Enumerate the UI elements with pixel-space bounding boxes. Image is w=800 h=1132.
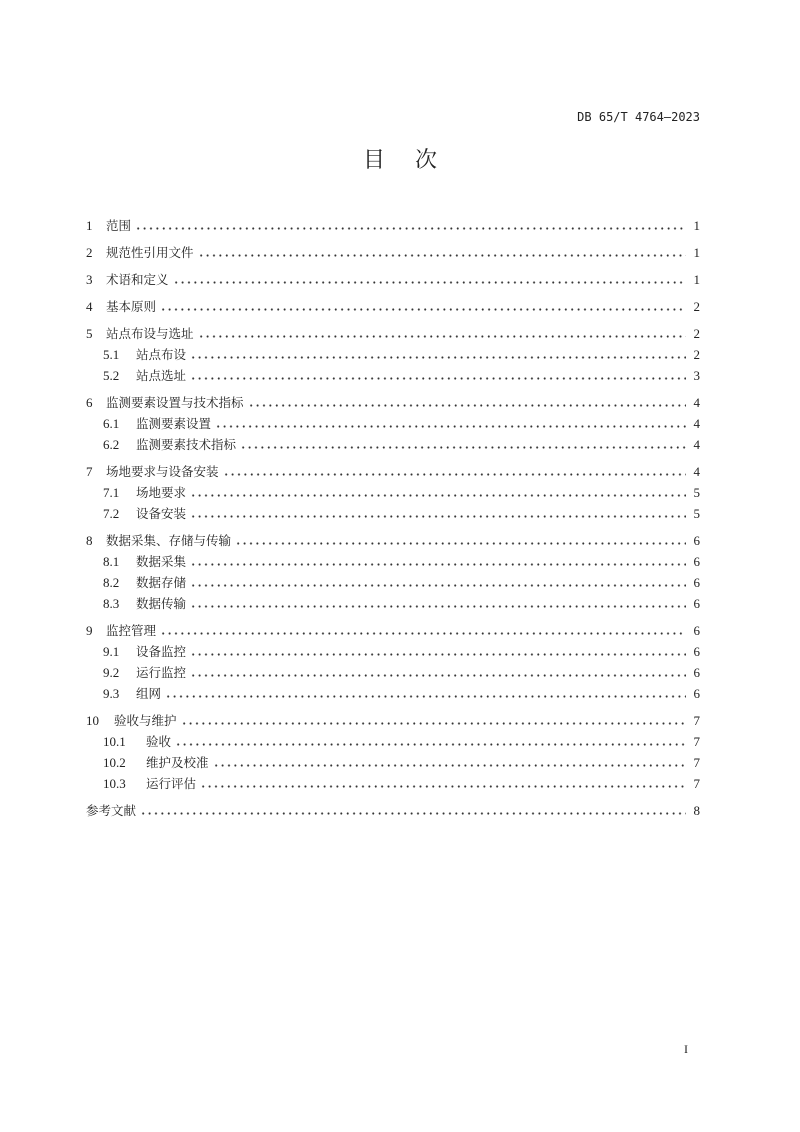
toc-entry-label: 监测要素设置与技术指标 <box>106 395 244 410</box>
toc-entry-label: 运行评估 <box>146 776 197 791</box>
toc-entry[interactable] <box>86 639 700 660</box>
toc-entry-page: 4 <box>693 437 700 452</box>
toc-entry-label: 监测要素设置 <box>136 416 212 431</box>
toc-entry-number: 10.3 <box>103 776 126 791</box>
toc-entry-page: 6 <box>693 596 700 611</box>
toc-entry-number: 5.1 <box>103 347 120 362</box>
toc-entry-label: 设备监控 <box>136 644 187 659</box>
toc-entry-label: 基本原则 <box>106 299 157 314</box>
toc-entry-label: 规范性引用文件 <box>106 245 194 260</box>
dot-leader <box>190 515 686 518</box>
toc-entry-number: 5.2 <box>103 368 120 383</box>
toc-entry-page: 4 <box>693 416 700 431</box>
toc-entry-page: 6 <box>693 554 700 569</box>
toc-entry-page: 6 <box>693 644 700 659</box>
dot-leader <box>135 227 686 230</box>
toc-entry[interactable] <box>86 363 700 384</box>
toc-entry-number: 8.2 <box>103 575 120 590</box>
dot-leader <box>190 563 686 566</box>
toc-entry-page: 3 <box>693 368 700 383</box>
toc-entry[interactable] <box>86 549 700 570</box>
toc-entry-number: 9.3 <box>103 686 120 701</box>
toc-entry-label: 站点布设 <box>136 347 187 362</box>
dot-leader <box>198 254 686 257</box>
toc-entry-page: 8 <box>693 803 700 818</box>
toc-entry-label: 设备安装 <box>136 506 187 521</box>
toc-entry-label: 验收与维护 <box>114 713 177 728</box>
toc-entry-label: 场地要求 <box>136 485 187 500</box>
dot-leader <box>181 722 686 725</box>
toc-entry-label: 运行监控 <box>136 665 187 680</box>
toc-entry-label: 监控管理 <box>106 623 157 638</box>
dot-leader <box>213 764 686 767</box>
toc-entry-number: 10 <box>86 713 99 728</box>
toc-entry[interactable] <box>86 528 700 549</box>
toc-entry-number: 6 <box>86 395 93 410</box>
toc-entry[interactable] <box>86 660 700 681</box>
dot-leader <box>160 632 686 635</box>
dot-leader <box>175 743 686 746</box>
toc-entry[interactable] <box>86 729 700 750</box>
toc-entry-number: 9.2 <box>103 665 120 680</box>
toc-entry[interactable] <box>86 267 700 288</box>
toc-entry[interactable] <box>86 240 700 261</box>
toc-entry-number: 4 <box>86 299 93 314</box>
dot-leader <box>160 308 686 311</box>
toc-entry-label: 场地要求与设备安装 <box>106 464 219 479</box>
toc-entry-page: 6 <box>693 533 700 548</box>
toc-entry-number: 7 <box>86 464 93 479</box>
toc-entry[interactable] <box>86 342 700 363</box>
toc-entry-number: 2 <box>86 245 93 260</box>
dot-leader <box>215 425 686 428</box>
toc-entry-number: 8.3 <box>103 596 120 611</box>
toc-entry-label: 维护及校准 <box>146 755 209 770</box>
table-of-contents <box>86 213 700 819</box>
toc-entry-label: 术语和定义 <box>106 272 169 287</box>
toc-entry-page: 1 <box>693 272 700 287</box>
dot-leader <box>140 812 686 815</box>
dot-leader <box>190 356 686 359</box>
toc-entry-page: 4 <box>693 464 700 479</box>
toc-entry-label: 数据采集、存储与传输 <box>106 533 232 548</box>
toc-entry-page: 2 <box>693 299 700 314</box>
toc-entry-page: 5 <box>693 506 700 521</box>
toc-entry[interactable] <box>86 570 700 591</box>
toc-entry[interactable] <box>86 618 700 639</box>
toc-entry-page: 4 <box>693 395 700 410</box>
toc-entry[interactable] <box>86 321 700 342</box>
toc-entry-number: 8.1 <box>103 554 120 569</box>
toc-entry-page: 1 <box>693 245 700 260</box>
toc-entry-number: 5 <box>86 326 93 341</box>
toc-entry[interactable] <box>86 501 700 522</box>
dot-leader <box>190 584 686 587</box>
toc-entry-page: 7 <box>693 713 700 728</box>
toc-entry[interactable] <box>86 411 700 432</box>
toc-entry-number: 8 <box>86 533 93 548</box>
toc-entry-number: 9.1 <box>103 644 120 659</box>
toc-entry[interactable] <box>86 591 700 612</box>
dot-leader <box>190 653 686 656</box>
toc-entry-label: 组网 <box>136 686 162 701</box>
dot-leader <box>235 542 686 545</box>
dot-leader <box>240 446 686 449</box>
toc-entry-page: 6 <box>693 575 700 590</box>
toc-entry-number: 3 <box>86 272 93 287</box>
toc-entry[interactable] <box>86 294 700 315</box>
toc-entry-page: 6 <box>693 623 700 638</box>
toc-entry[interactable] <box>86 432 700 453</box>
toc-entry[interactable] <box>86 681 700 702</box>
toc-entry[interactable] <box>86 750 700 771</box>
toc-entry-page: 7 <box>693 776 700 791</box>
toc-entry-number: 7.1 <box>103 485 120 500</box>
toc-entry-label: 数据传输 <box>136 596 187 611</box>
toc-entry-page: 2 <box>693 326 700 341</box>
toc-entry[interactable] <box>86 480 700 501</box>
dot-leader <box>173 281 686 284</box>
toc-entry-label: 验收 <box>146 734 172 749</box>
toc-entry-label: 参考文献 <box>86 803 137 818</box>
toc-entry[interactable] <box>86 771 700 792</box>
toc-entry-number: 9 <box>86 623 93 638</box>
toc-entry[interactable] <box>86 798 700 819</box>
toc-entry[interactable] <box>86 213 700 234</box>
toc-entry-number: 6.2 <box>103 437 120 452</box>
toc-entry-label: 数据采集 <box>136 554 187 569</box>
toc-entry-page: 1 <box>693 218 700 233</box>
toc-entry-page: 5 <box>693 485 700 500</box>
dot-leader <box>248 404 686 407</box>
toc-entry-number: 6.1 <box>103 416 120 431</box>
dot-leader <box>165 695 686 698</box>
dot-leader <box>190 377 686 380</box>
toc-entry-page: 7 <box>693 755 700 770</box>
toc-entry-label: 监测要素技术指标 <box>136 437 237 452</box>
dot-leader <box>190 674 686 677</box>
dot-leader <box>198 335 686 338</box>
page-title: 目次 <box>362 148 467 173</box>
page-number: I <box>684 1042 688 1056</box>
toc-entry[interactable] <box>86 459 700 480</box>
dot-leader <box>190 494 686 497</box>
toc-entry[interactable] <box>86 390 700 411</box>
toc-entry-page: 6 <box>693 665 700 680</box>
toc-entry-label: 数据存储 <box>136 575 187 590</box>
toc-entry-page: 7 <box>693 734 700 749</box>
toc-entry[interactable] <box>86 708 700 729</box>
standard-code: DB 65/T 4764—2023 <box>577 110 700 124</box>
dot-leader <box>200 785 686 788</box>
toc-entry-label: 范围 <box>106 218 132 233</box>
toc-entry-number: 10.1 <box>103 734 126 749</box>
toc-entry-number: 10.2 <box>103 755 126 770</box>
toc-entry-label: 站点选址 <box>136 368 187 383</box>
dot-leader <box>190 605 686 608</box>
toc-entry-page: 6 <box>693 686 700 701</box>
dot-leader <box>223 473 686 476</box>
toc-entry-number: 7.2 <box>103 506 120 521</box>
toc-entry-label: 站点布设与选址 <box>106 326 194 341</box>
toc-entry-number: 1 <box>86 218 93 233</box>
toc-entry-page: 2 <box>693 347 700 362</box>
